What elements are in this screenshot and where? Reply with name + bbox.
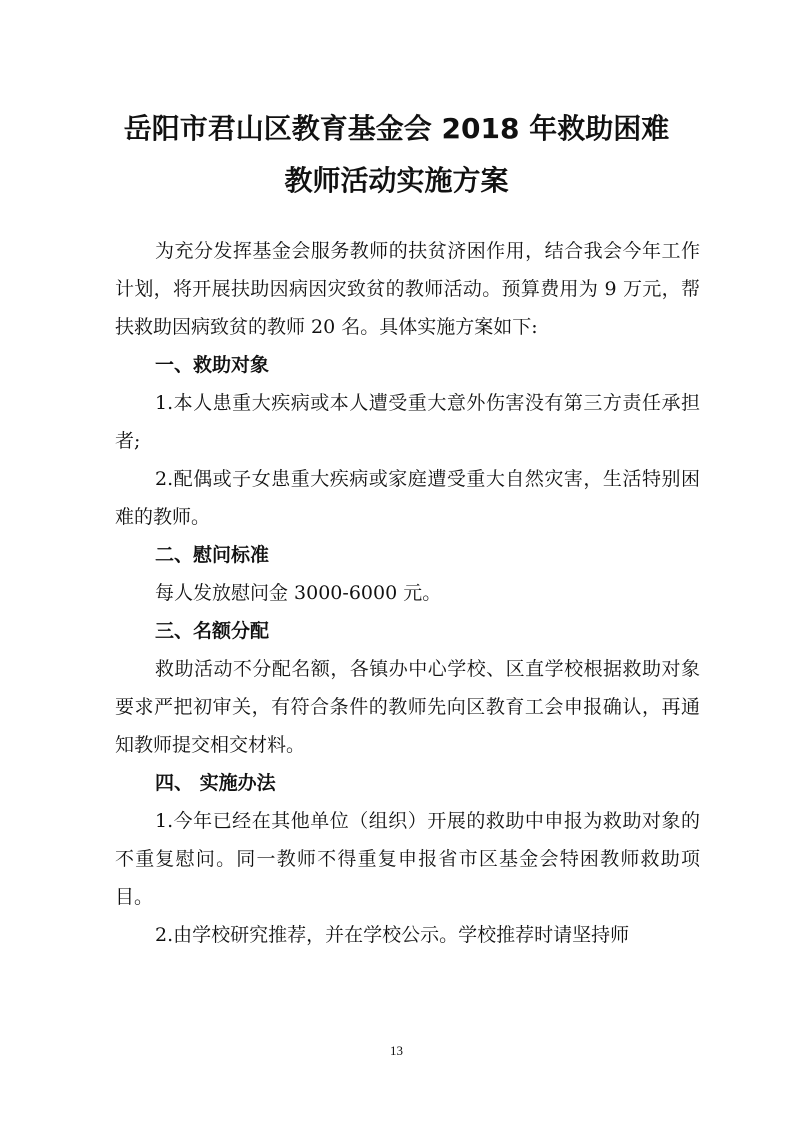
quota-paragraph: 救助活动不分配名额，各镇办中心学校、区直学校根据救助对象要求严把初审关，有符合条件的教师先向区教育工会申报确认，再通知教师提交相交材料。: [115, 658, 700, 756]
page-number: 13: [390, 1043, 403, 1058]
method-item-2: 2.由学校研究推荐，并在学校公示。学校推荐时请坚持师: [155, 924, 630, 946]
section-heading-quota: 三、名额分配: [155, 620, 270, 642]
section-heading-standard: 二、慰问标准: [155, 544, 270, 566]
document-body: [115, 232, 700, 954]
document-title-line-1: 岳阳市君山区教育基金会 2018 年救助困难: [123, 112, 670, 145]
section-heading-method: 四、 实施办法: [155, 772, 276, 794]
standard-paragraph: 每人发放慰问金 3000-6000 元。: [155, 582, 442, 604]
section-heading-recipients: 一、救助对象: [155, 354, 270, 376]
intro-paragraph: 为充分发挥基金会服务教师的扶贫济困作用，结合我会今年工作计划，将开展扶助因病因灾致贫的教师活动。预算费用为 9 万元，帮扶救助因病致贫的教师 20 名。具体实施方案如下:: [115, 240, 700, 338]
recipients-item-2: 2.配偶或子女患重大疾病或家庭遭受重大自然灾害，生活特别困难的教师。: [115, 468, 700, 528]
document-title-line-2: 教师活动实施方案: [284, 164, 509, 197]
method-item-1: 1.今年已经在其他单位（组织）开展的救助中申报为救助对象的不重复慰问。同一教师不得重复申报省市区基金会特困教师救助项目。: [115, 810, 700, 908]
recipients-item-1: 1.本人患重大疾病或本人遭受重大意外伤害没有第三方责任承担者;: [115, 392, 700, 452]
